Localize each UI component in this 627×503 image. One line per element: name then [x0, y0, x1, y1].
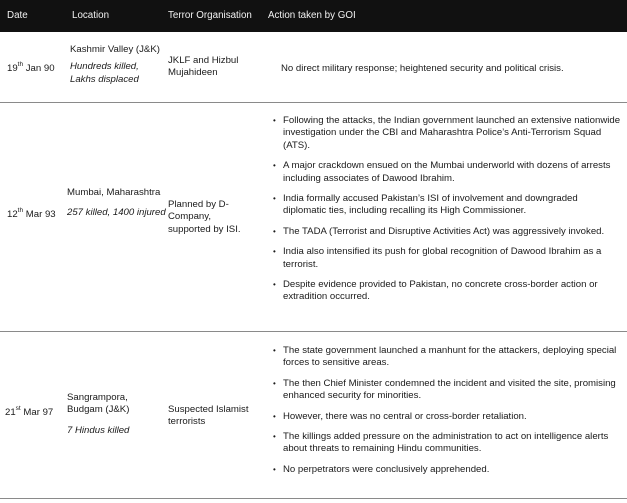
header-action: Action taken by GOI [268, 10, 356, 21]
action-item: • The state government launched a manhunt for the attackers, deploying special forces to sensitive areas. [273, 345, 625, 370]
table-header [0, 0, 627, 32]
action-item: • India formally accused Pakistan’s ISI of involvement and downgraded diplomatic ties, including recalling its High Commissioner. [273, 193, 623, 218]
casualties: 257 killed, 1400 injured [67, 207, 166, 219]
row-organisation: JKLF and Hizbul Mujahideen [168, 55, 239, 79]
header-organisation: Terror Organisation [168, 10, 252, 21]
location-name: Sangrampora, Budgam (J&K) [67, 392, 130, 416]
action-item: • India also intensified its push for global recognition of Dawood Ibrahim as a terrorist. [273, 246, 623, 271]
action-item: • Despite evidence provided to Pakistan, no concrete cross-border action or extradition occurred. [273, 279, 623, 304]
action-item: • The TADA (Terrorist and Disruptive Activities Act) was aggressively invoked. [273, 226, 623, 238]
row-date: 21st Mar 97 [5, 404, 54, 418]
header-location: Location [72, 10, 110, 21]
table-row [0, 332, 627, 499]
row-location [70, 44, 165, 86]
row-date: 12th Mar 93 [7, 206, 56, 220]
row-action: No direct military response; heightened security and political crisis. [281, 63, 564, 74]
action-item: • The then Chief Minister condemned the incident and visited the site, promising enhanced security for minorities. [273, 378, 625, 403]
action-item: • The killings added pressure on the administration to act on intelligence alerts about threats to remaining Hindu communities. [273, 431, 625, 456]
table-row [0, 32, 627, 103]
row-actions [273, 115, 623, 304]
casualties: 7 Hindus killed [67, 424, 130, 436]
casualties: Hundreds killed, Lakhs displaced [70, 61, 139, 85]
header-date: Date [7, 10, 28, 21]
action-item: • However, there was no central or cross-border retaliation. [273, 411, 625, 423]
row-actions [273, 345, 625, 476]
row-location [67, 187, 167, 220]
table-row [0, 103, 627, 332]
row-organisation: Planned by D-Company, supported by ISI. [168, 199, 241, 235]
action-item: • Following the attacks, the Indian government launched an extensive nationwide investigation under the CBI and Maharashtra Police’s Anti-Terrorism Squad (ATS). [273, 115, 623, 152]
location-name: Kashmir Valley (J&K) [70, 44, 160, 55]
action-item: • No perpetrators were conclusively apprehended. [273, 464, 625, 476]
action-item: • A major crackdown ensued on the Mumbai underworld with dozens of arrests including associates of Dawood Ibrahim. [273, 160, 623, 185]
row-date: 19th Jan 90 [7, 60, 55, 74]
row-location [67, 392, 157, 437]
location-name: Mumbai, Maharashtra [67, 187, 161, 198]
row-organisation: Suspected Islamist terrorists [168, 404, 249, 428]
